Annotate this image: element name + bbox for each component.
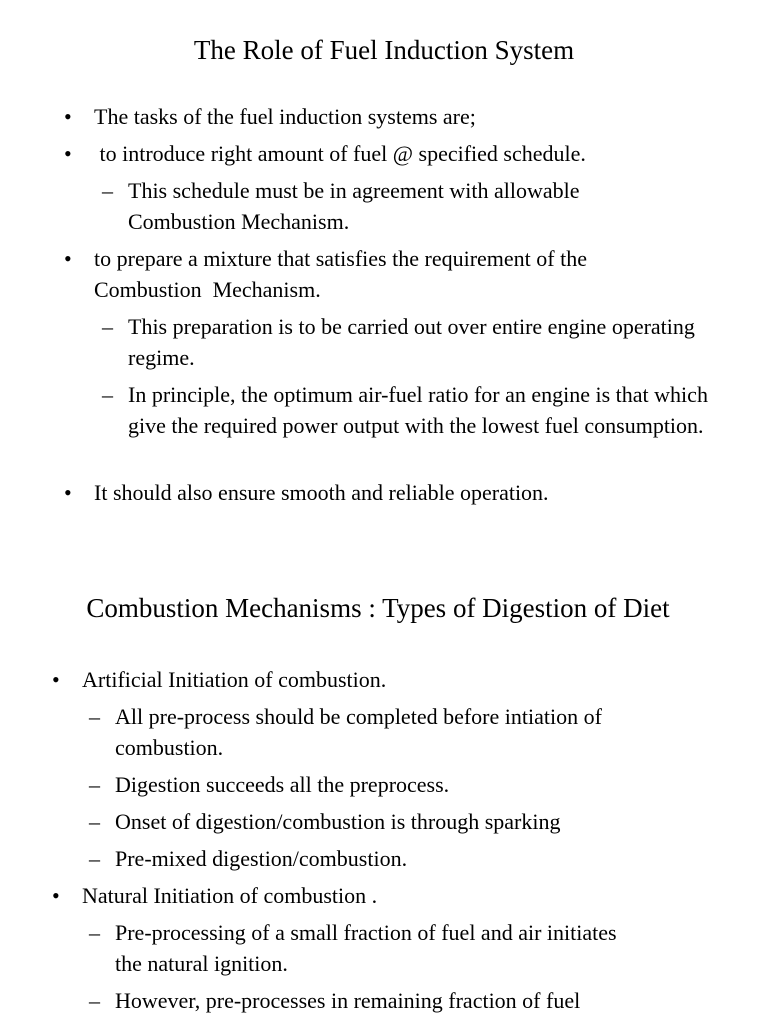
bullet-marker: • (52, 667, 60, 692)
sub-bullet-marker: – (89, 920, 100, 945)
sub-bullet-marker: – (89, 809, 100, 834)
bullet-marker: • (64, 246, 72, 271)
sub-bullet-text: This preparation is to be carried out over entire engine operating regime. (128, 314, 695, 370)
sub-bullet-marker: – (89, 704, 100, 729)
bullet-text: The tasks of the fuel induction systems are; (94, 104, 476, 129)
sub-bullet-text: Digestion succeeds all the preprocess. (115, 772, 450, 797)
bullet-text: to introduce right amount of fuel @ specified schedule. (94, 141, 586, 166)
bullet-marker: • (52, 883, 60, 908)
sub-bullet-marker: – (102, 314, 113, 339)
sub-bullet-text: In principle, the optimum air-fuel ratio for an engine is that which give the required power output with the lowest fuel consumption. (128, 382, 708, 438)
bullet-text: to prepare a mixture that satisfies the requirement of the Combustion Mechanism. (94, 246, 593, 302)
sub-bullet-text: Pre-mixed digestion/combustion. (115, 846, 408, 871)
bullet-text: Artificial Initiation of combustion. (82, 667, 387, 692)
bullet-marker: • (64, 480, 72, 505)
sub-bullet-marker: – (89, 772, 100, 797)
bullet-marker: • (64, 141, 72, 166)
slide-combustion-mechanisms (0, 560, 768, 1024)
slide-title: The Role of Fuel Induction System (193, 35, 575, 65)
sub-bullet-marker: – (89, 846, 100, 871)
sub-bullet-marker: – (102, 382, 113, 407)
sub-bullet-text: However, pre-processes in remaining fraction of fuel (115, 988, 581, 1013)
bullet-text: It should also ensure smooth and reliable operation. (94, 480, 549, 505)
sub-bullet-text: Onset of digestion/combustion is through sparking (115, 809, 561, 834)
sub-bullet-text: This schedule must be in agreement with allowable Combustion Mechanism. (128, 178, 580, 234)
slide-title: Combustion Mechanisms : Types of Digestion of Diet (86, 593, 670, 623)
sub-bullet-text: Pre-processing of a small fraction of fuel and air initiates the natural ignition. (115, 920, 617, 976)
sub-bullet-marker: – (89, 988, 100, 1013)
sub-bullet-text: All pre-process should be completed before intiation of combustion. (115, 704, 602, 760)
bullet-marker: • (64, 104, 72, 129)
bullet-text: Natural Initiation of combustion . (82, 883, 378, 908)
sub-bullet-marker: – (102, 178, 113, 203)
